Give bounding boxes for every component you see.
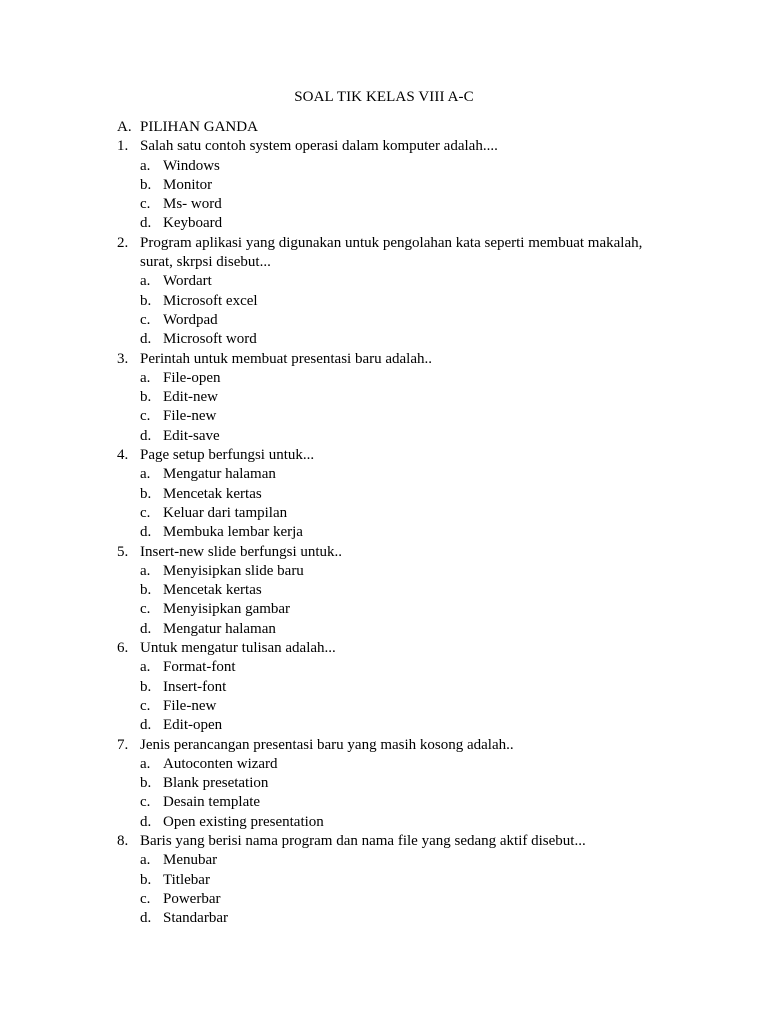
- option-text: Mengatur halaman: [163, 620, 276, 637]
- answer-option: [117, 774, 677, 793]
- option-text: Autoconten wizard: [163, 755, 278, 772]
- option-letter: c.: [140, 890, 151, 907]
- option-text: Insert-font: [163, 678, 227, 695]
- option-letter: a.: [140, 852, 151, 869]
- question-item: [117, 543, 677, 639]
- option-letter: d.: [140, 524, 152, 541]
- question-item: [117, 137, 677, 233]
- section-label: PILIHAN GANDA: [140, 119, 258, 135]
- option-letter: a.: [140, 659, 151, 676]
- option-text: Menyisipkan gambar: [163, 601, 291, 618]
- answer-option: [117, 195, 677, 214]
- option-letter: d.: [140, 910, 152, 927]
- answer-option: [117, 813, 677, 832]
- answer-option: [117, 678, 677, 697]
- option-text: Windows: [163, 157, 220, 174]
- answer-option: [117, 755, 677, 774]
- question-line: [117, 137, 677, 156]
- answer-option: [117, 388, 677, 407]
- question-number: 5.: [117, 543, 129, 560]
- question-text: Page setup berfungsi untuk...: [140, 447, 315, 464]
- answer-option: [117, 562, 677, 581]
- option-text: Mencetak kertas: [163, 485, 262, 502]
- answer-option: [117, 292, 677, 311]
- option-letter: b.: [140, 176, 152, 193]
- option-letter: c.: [140, 196, 151, 213]
- question-line: [117, 639, 677, 658]
- option-text: Mengatur halaman: [163, 466, 276, 483]
- answer-option: [117, 871, 677, 890]
- option-letter: b.: [140, 775, 152, 792]
- option-text: Titlebar: [163, 871, 210, 888]
- answer-option: [117, 793, 677, 812]
- question-item: [117, 446, 677, 542]
- option-text: Edit-new: [163, 389, 218, 406]
- answer-option: [117, 176, 677, 195]
- question-number: 8.: [117, 832, 129, 849]
- question-line: [117, 350, 677, 369]
- answer-option: [117, 157, 677, 176]
- option-text: Desain template: [163, 794, 261, 811]
- option-text: Edit-open: [163, 717, 223, 734]
- answer-option: [117, 909, 677, 928]
- option-letter: d.: [140, 331, 152, 348]
- question-indent: [117, 253, 140, 272]
- answer-option: [117, 851, 677, 870]
- answer-option: [117, 311, 677, 330]
- question-line: [117, 234, 677, 253]
- option-letter: b.: [140, 678, 152, 695]
- answer-option: [117, 523, 677, 542]
- section-heading: [117, 118, 677, 137]
- option-text: File-open: [163, 369, 221, 386]
- question-text: Perintah untuk membuat presentasi baru adalah..: [140, 350, 432, 367]
- question-line: [117, 736, 677, 755]
- answer-option: [117, 581, 677, 600]
- answer-option: [117, 600, 677, 619]
- option-text: Monitor: [163, 176, 213, 193]
- option-text: Membuka lembar kerja: [163, 524, 303, 541]
- answer-option: [117, 407, 677, 426]
- quiz-content: [117, 118, 677, 928]
- question-line-continued: [117, 253, 677, 272]
- option-text: Menubar: [163, 852, 218, 869]
- option-letter: a.: [140, 755, 151, 772]
- page-title: SOAL TIK KELAS VIII A-C: [294, 89, 474, 105]
- option-text: Format-font: [163, 659, 236, 676]
- answer-option: [117, 504, 677, 523]
- option-text: Blank presetation: [163, 775, 269, 792]
- answer-option: [117, 465, 677, 484]
- option-text: Keluar dari tampilan: [163, 504, 288, 521]
- question-line: [117, 446, 677, 465]
- option-text: Standarbar: [163, 910, 228, 927]
- answer-option: [117, 716, 677, 735]
- question-line: [117, 832, 677, 851]
- question-number: 4.: [117, 447, 129, 464]
- option-letter: a.: [140, 562, 151, 579]
- question-item: [117, 234, 677, 350]
- option-text: Ms- word: [163, 196, 222, 213]
- option-letter: b.: [140, 871, 152, 888]
- option-letter: c.: [140, 408, 151, 425]
- option-letter: d.: [140, 215, 152, 232]
- question-item: [117, 736, 677, 832]
- question-number: 2.: [117, 234, 129, 251]
- answer-option: [117, 485, 677, 504]
- option-letter: c.: [140, 504, 151, 521]
- answer-option: [117, 658, 677, 677]
- question-text: Salah satu contoh system operasi dalam komputer adalah....: [140, 138, 498, 155]
- option-letter: d.: [140, 717, 152, 734]
- option-letter: b.: [140, 582, 152, 599]
- answer-option: [117, 272, 677, 291]
- answer-option: [117, 369, 677, 388]
- option-text: File-new: [163, 697, 217, 714]
- option-text: Menyisipkan slide baru: [163, 562, 304, 579]
- option-text: Microsoft word: [163, 331, 257, 348]
- question-number: 1.: [117, 138, 129, 155]
- question-text: Jenis perancangan presentasi baru yang masih kosong adalah..: [140, 736, 514, 753]
- section-marker: A.: [117, 119, 132, 135]
- option-letter: a.: [140, 157, 151, 174]
- option-letter: c.: [140, 601, 151, 618]
- answer-option: [117, 427, 677, 446]
- answer-option: [117, 697, 677, 716]
- question-text: Insert-new slide berfungsi untuk..: [140, 543, 343, 560]
- option-letter: a.: [140, 466, 151, 483]
- question-text: surat, skrpsi disebut...: [140, 254, 271, 271]
- question-text: Baris yang berisi nama program dan nama file yang sedang aktif disebut...: [140, 832, 586, 849]
- option-text: Wordpad: [163, 311, 218, 328]
- option-text: Powerbar: [163, 890, 221, 907]
- option-letter: b.: [140, 292, 152, 309]
- option-text: Edit-save: [163, 427, 220, 444]
- option-letter: d.: [140, 427, 152, 444]
- option-text: Mencetak kertas: [163, 582, 262, 599]
- option-text: Microsoft excel: [163, 292, 258, 309]
- question-line: [117, 543, 677, 562]
- question-item: [117, 639, 677, 735]
- option-letter: c.: [140, 794, 151, 811]
- question-number: 3.: [117, 350, 129, 367]
- option-letter: a.: [140, 273, 151, 290]
- answer-option: [117, 330, 677, 349]
- question-item: [117, 832, 677, 928]
- answer-option: [117, 890, 677, 909]
- option-letter: c.: [140, 311, 151, 328]
- question-number: 6.: [117, 640, 129, 657]
- option-text: Keyboard: [163, 215, 223, 232]
- option-text: Wordart: [163, 273, 212, 290]
- question-item: [117, 350, 677, 446]
- option-letter: b.: [140, 389, 152, 406]
- question-list: [117, 137, 677, 928]
- question-number: 7.: [117, 736, 129, 753]
- question-text: Untuk mengatur tulisan adalah...: [140, 640, 336, 657]
- option-letter: b.: [140, 485, 152, 502]
- option-letter: c.: [140, 697, 151, 714]
- option-letter: a.: [140, 369, 151, 386]
- option-text: Open existing presentation: [163, 813, 324, 830]
- option-letter: d.: [140, 813, 152, 830]
- question-text: Program aplikasi yang digunakan untuk pengolahan kata seperti membuat makalah,: [140, 234, 643, 251]
- answer-option: [117, 214, 677, 233]
- answer-option: [117, 620, 677, 639]
- option-text: File-new: [163, 408, 217, 425]
- option-letter: d.: [140, 620, 152, 637]
